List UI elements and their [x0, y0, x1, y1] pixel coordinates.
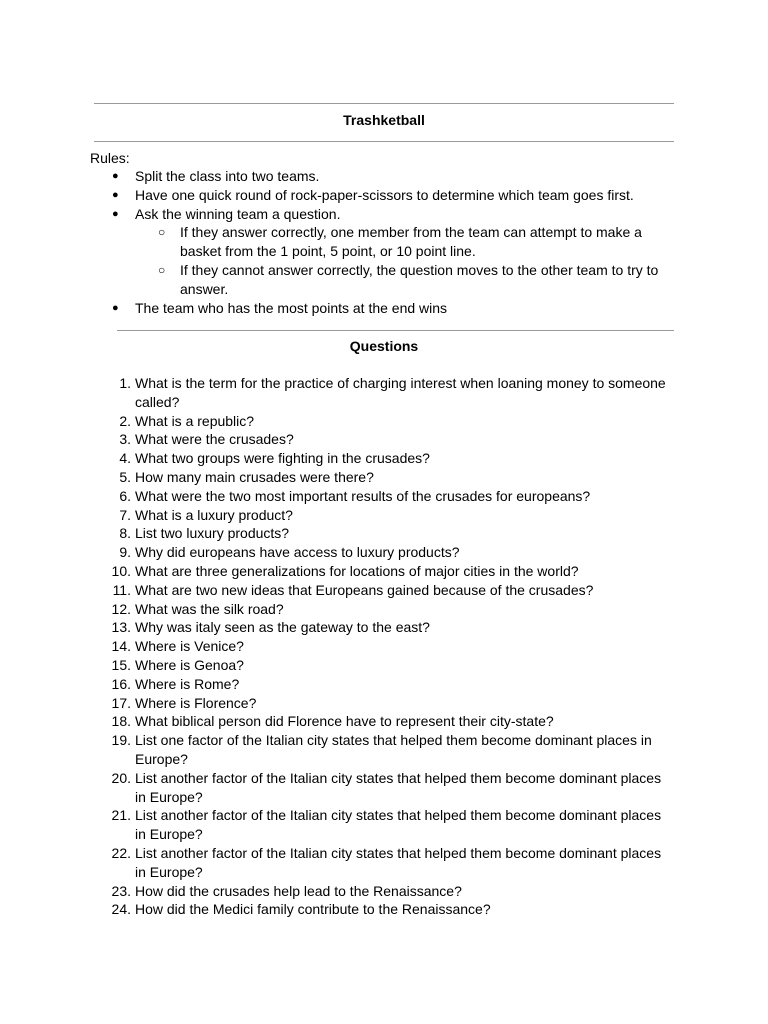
question-text: Where is Florence?	[135, 694, 257, 711]
question-text: List another factor of the Italian city states that helped them become dominant places in Europe?	[135, 769, 662, 805]
question-number: 13.	[111, 619, 131, 636]
questions-divider	[117, 330, 674, 331]
rule-text: Ask the winning team a question.	[135, 205, 341, 222]
question-number: 7.	[119, 506, 131, 523]
question-item	[0, 731, 675, 769]
question-text: Why was italy seen as the gateway to the east?	[135, 619, 430, 636]
question-item	[0, 506, 675, 525]
question-text: Where is Rome?	[135, 675, 240, 692]
question-item	[0, 694, 675, 713]
question-text: What biblical person did Florence have to represent their city-state?	[135, 713, 554, 730]
rules-list	[0, 167, 768, 317]
question-number: 4.	[119, 450, 131, 467]
document-title: Trashketball	[343, 112, 425, 128]
top-divider	[94, 103, 674, 104]
question-item	[0, 543, 675, 562]
title-divider	[94, 141, 674, 142]
question-item	[0, 900, 675, 919]
question-item	[0, 882, 675, 901]
question-number: 3.	[119, 431, 131, 448]
question-item	[0, 449, 675, 468]
question-item	[0, 430, 675, 449]
question-item	[0, 600, 675, 619]
question-item	[0, 374, 675, 412]
question-number: 20.	[111, 769, 131, 786]
question-text: List another factor of the Italian city states that helped them become dominant places in Europe?	[135, 807, 662, 843]
rules-label: Rules:	[90, 150, 130, 166]
bullet-icon: ●	[112, 170, 119, 182]
question-number: 14.	[111, 638, 131, 655]
question-text: What is a luxury product?	[135, 506, 293, 523]
question-number: 15.	[111, 656, 131, 673]
question-number: 18.	[111, 713, 131, 730]
question-number: 23.	[111, 882, 131, 899]
question-text: What is the term for the practice of charging interest when loaning money to someone called?	[135, 375, 666, 410]
rule-sub-item	[0, 223, 670, 261]
bullet-icon: ●	[112, 301, 119, 314]
rule-sub-item	[0, 261, 670, 299]
rule-item	[0, 299, 665, 318]
question-item	[0, 844, 675, 882]
question-text: What two groups were fighting in the crusades?	[135, 450, 430, 467]
question-item	[0, 637, 675, 656]
rule-item	[0, 186, 665, 205]
question-number: 19.	[111, 732, 131, 749]
question-item	[0, 581, 675, 600]
question-item	[0, 769, 675, 807]
question-text: What is a republic?	[135, 412, 255, 429]
question-text: What were the two most important results of the crusades for europeans?	[135, 487, 591, 504]
bullet-icon: ●	[112, 188, 119, 201]
question-item	[0, 487, 675, 506]
question-number: 6.	[119, 487, 131, 504]
rule-sub-list	[135, 223, 665, 298]
rule-sub-text: If they answer correctly, one member from the team can attempt to make a basket from the 1 point, 5 point, or 10 point line.	[180, 224, 642, 260]
question-item	[0, 468, 675, 487]
question-number: 21.	[111, 807, 131, 824]
rule-item	[0, 167, 665, 186]
rule-sub-text: If they cannot answer correctly, the question moves to the other team to try to answer.	[180, 261, 659, 297]
question-number: 10.	[111, 562, 131, 579]
rule-item	[0, 205, 665, 299]
question-item	[0, 562, 675, 581]
question-number: 12.	[111, 600, 131, 617]
question-text: Where is Genoa?	[135, 656, 244, 673]
question-number: 2.	[119, 412, 131, 429]
rule-text: Split the class into two teams.	[135, 168, 320, 184]
question-number: 17.	[111, 694, 131, 711]
question-text: What are three generalizations for locations of major cities in the world?	[135, 562, 579, 579]
question-item	[0, 806, 675, 844]
question-text: Where is Venice?	[135, 638, 244, 655]
question-number: 16.	[111, 675, 131, 692]
question-text: List one factor of the Italian city states that helped them become dominant places in Europe?	[135, 732, 652, 767]
question-number: 1.	[119, 375, 131, 391]
question-text: What was the silk road?	[135, 600, 284, 617]
question-number: 8.	[119, 525, 131, 542]
question-item	[0, 675, 675, 694]
questions-heading: Questions	[349, 338, 419, 354]
hollow-bullet-icon: ○	[158, 262, 166, 277]
question-item	[0, 618, 675, 637]
question-number: 24.	[111, 901, 131, 918]
question-number: 9.	[119, 544, 131, 561]
question-text: What are two new ideas that Europeans gained because of the crusades?	[135, 581, 594, 598]
question-number: 22.	[111, 844, 131, 861]
question-text: How did the Medici family contribute to the Renaissance?	[135, 901, 491, 918]
question-text: How did the crusades help lead to the Renaissance?	[135, 882, 462, 899]
question-text: Why did europeans have access to luxury products?	[135, 544, 460, 561]
question-text: How many main crusades were there?	[135, 468, 374, 485]
hollow-bullet-icon: ○	[158, 225, 166, 240]
rule-text: The team who has the most points at the end wins	[135, 299, 448, 316]
bullet-icon: ●	[112, 207, 119, 220]
question-number: 5.	[119, 468, 131, 485]
rule-text: Have one quick round of rock-paper-scissors to determine which team goes first.	[135, 186, 634, 203]
question-item	[0, 656, 675, 675]
questions-list	[0, 374, 768, 919]
question-item	[0, 524, 675, 543]
question-item	[0, 412, 675, 431]
question-text: List another factor of the Italian city states that helped them become dominant places in Europe?	[135, 844, 662, 880]
question-number: 11.	[112, 581, 131, 598]
question-text: List two luxury products?	[135, 525, 290, 542]
question-text: What were the crusades?	[135, 431, 294, 448]
question-item	[0, 712, 675, 731]
